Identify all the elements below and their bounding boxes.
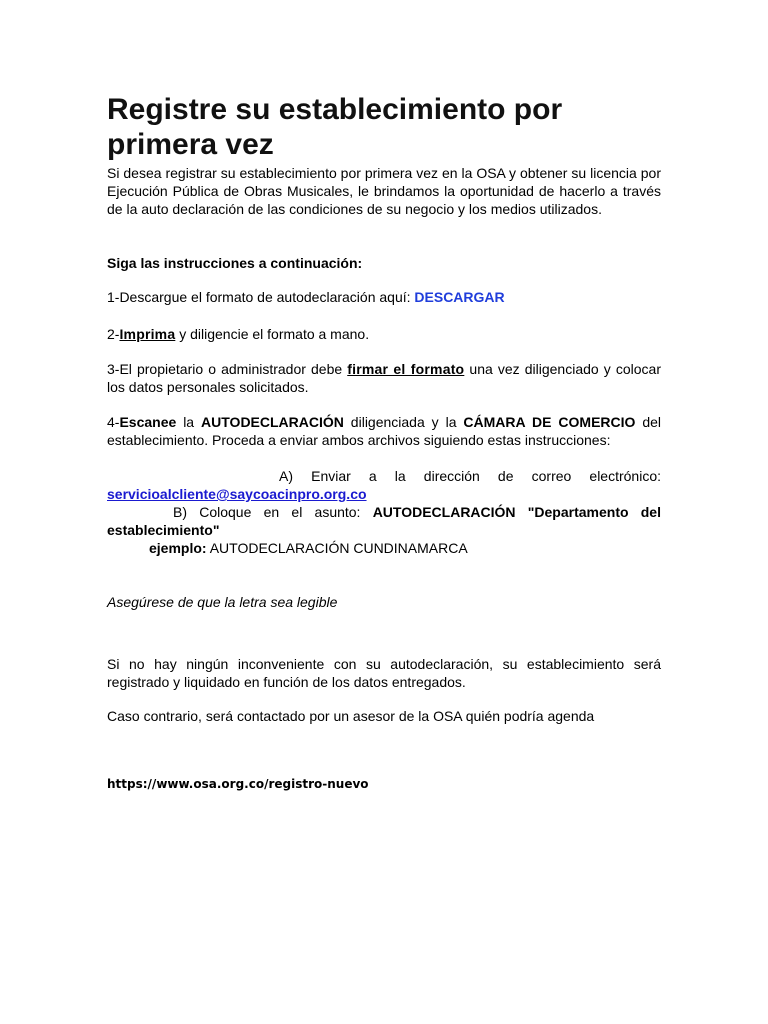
step-4-la: la — [176, 414, 202, 430]
legible-note: Asegúrese de que la letra sea legible — [107, 594, 338, 610]
step-2-prefix: 2- — [107, 326, 120, 342]
closing-paragraph-2: Caso contrario, será contactado por un asesor de la OSA quién podría agenda — [107, 708, 595, 724]
step-4-autodeclaracion: AUTODECLARACIÓN — [201, 414, 344, 430]
step-3-before: 3-El propietario o administrador debe — [107, 361, 348, 377]
example-label: ejemplo: — [149, 540, 207, 556]
step-3-emphasis: firmar el formato — [347, 361, 465, 377]
substep-a-text: A) Enviar a la dirección de correo electrónico: — [279, 468, 661, 484]
substep-b-subject: AUTODECLARACIÓN "Departamento del establecimiento" — [107, 504, 661, 538]
step-4-camara: CÁMARA DE COMERCIO — [463, 414, 636, 430]
step-4 — [107, 413, 661, 449]
step-2-rest: y diligencie el formato a mano. — [175, 326, 370, 342]
step-3-after: una vez diligenciado y colocar los datos personales solicitados. — [107, 361, 661, 395]
step-3 — [107, 360, 661, 396]
step-4-escanee: Escanee — [119, 414, 177, 430]
substep-b — [107, 503, 661, 539]
download-link[interactable]: DESCARGAR — [414, 289, 505, 305]
document-page — [107, 92, 661, 793]
source-url[interactable]: https://www.osa.org.co/registro-nuevo — [107, 777, 369, 791]
step-4-rest: del establecimiento. Proceda a enviar ambos archivos siguiendo estas instrucciones: — [107, 414, 662, 448]
step-1 — [107, 288, 661, 306]
intro-paragraph: Si desea registrar su establecimiento por primera vez en la OSA y obtener su licencia por Ejecución Pública de Obras Musicales, le brindamos la oportunidad de hacerlo a través de la auto declaración de las condiciones de su negocio y los medios utilizados. — [107, 165, 661, 217]
instructions-heading: Siga las instrucciones a continuación: — [107, 255, 363, 271]
substep-a — [107, 467, 661, 503]
closing-paragraph-1: Si no hay ningún inconveniente con su autodeclaración, su establecimiento será registrado y liquidado en función de los datos entregados. — [107, 656, 661, 690]
substep-b-text: B) Coloque en el asunto: — [173, 504, 373, 520]
page-title: Registre su establecimiento por primera vez — [107, 93, 563, 161]
email-link[interactable]: servicioalcliente@saycoacinpro.org.co — [107, 486, 367, 502]
step-2 — [107, 325, 661, 343]
step-4-prefix: 4- — [107, 414, 120, 430]
example-value: AUTODECLARACIÓN CUNDINAMARCA — [206, 540, 468, 556]
step-1-text: 1-Descargue el formato de autodeclaración aquí: — [107, 289, 415, 305]
example-line — [107, 539, 661, 557]
step-4-diligenciada: diligenciada y la — [343, 414, 464, 430]
step-2-emphasis: Imprima — [119, 326, 176, 342]
